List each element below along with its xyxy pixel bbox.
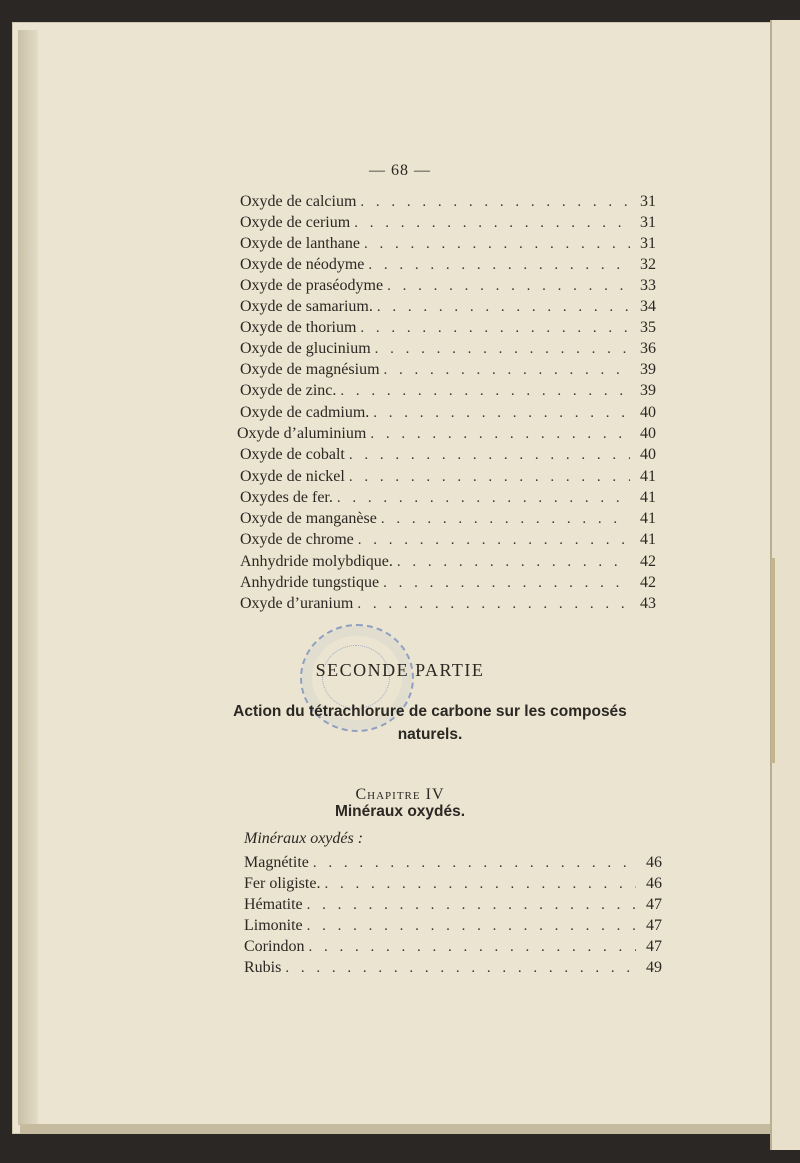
toc-page: 41 (640, 510, 656, 527)
dot-leader (307, 916, 636, 936)
dot-leader (360, 192, 630, 212)
toc-row (240, 486, 656, 508)
dot-leader (375, 339, 630, 359)
dot-leader (307, 895, 636, 915)
toc-row (240, 337, 656, 359)
toc-label: Oxyde de néodyme (240, 256, 365, 273)
chapter-label: Chapitre (355, 786, 421, 803)
toc-row (240, 358, 656, 380)
toc-row (240, 253, 656, 275)
toc-page: 31 (640, 193, 656, 210)
toc-row (240, 592, 656, 614)
toc-label: Corindon (244, 938, 305, 955)
toc-label: Oxyde de zinc. (240, 382, 337, 399)
toc-page: 40 (640, 425, 656, 442)
toc-page: 43 (640, 595, 656, 612)
toc-row (240, 443, 656, 465)
toc-page: 41 (640, 489, 656, 506)
toc-label: Hématite (244, 896, 303, 913)
toc-row (240, 190, 656, 212)
toc-page: 42 (640, 574, 656, 591)
toc-label: Anhydride tungstique (240, 574, 380, 591)
part-title: SECONDE PARTIE (315, 660, 485, 680)
toc-page: 31 (640, 235, 656, 252)
toc-row (240, 528, 656, 550)
dot-leader (324, 874, 636, 894)
toc-label: Magnétite (244, 854, 309, 871)
dot-leader (349, 467, 630, 487)
section-heading: Minéraux oxydés : (244, 830, 364, 847)
toc-label: Oxyde de glucinium (240, 340, 371, 357)
toc-page: 46 (646, 875, 662, 892)
toc-label: Oxyde de lanthane (240, 235, 360, 252)
toc-page: 41 (640, 531, 656, 548)
dot-leader (383, 573, 630, 593)
dot-leader (308, 937, 636, 957)
part-subtitle: Action du tétrachlorure de carbone sur les composés naturels. (233, 703, 627, 743)
toc-label: Oxyde de manganèse (240, 510, 377, 527)
toc-row (240, 379, 656, 401)
toc-row (244, 851, 662, 873)
toc-page: 40 (640, 404, 656, 421)
toc-page: 49 (646, 959, 662, 976)
dot-leader (373, 403, 630, 423)
toc-page: 33 (640, 277, 656, 294)
toc-row (240, 401, 656, 423)
toc-label: Rubis (244, 959, 282, 976)
toc-page: 47 (646, 938, 662, 955)
dot-leader (364, 234, 630, 254)
toc-row (240, 211, 656, 233)
toc-label: Oxyde d’uranium (240, 595, 354, 612)
toc-page: 39 (640, 382, 656, 399)
toc-row (244, 935, 662, 957)
dot-leader (313, 853, 636, 873)
toc-label: Oxyde de cerium (240, 214, 351, 231)
toc-label: Oxyde de samarium. (240, 298, 373, 315)
dot-leader (340, 381, 630, 401)
toc-row (240, 295, 656, 317)
toc-row (244, 956, 662, 978)
toc-page: 47 (646, 917, 662, 934)
dot-leader (368, 255, 630, 275)
dot-leader (285, 958, 636, 978)
page-number: — 68 — (369, 162, 431, 179)
toc-row (240, 465, 656, 487)
dot-leader (387, 276, 630, 296)
toc-page: 40 (640, 446, 656, 463)
toc-page: 39 (640, 361, 656, 378)
dot-leader (354, 213, 630, 233)
toc-page: 34 (640, 298, 656, 315)
dot-leader (377, 297, 630, 317)
toc-label: Oxyde de calcium (240, 193, 357, 210)
dot-leader (370, 424, 630, 444)
toc-row (244, 872, 662, 894)
dot-leader (349, 445, 630, 465)
toc-label: Anhydride molybdique. (240, 553, 393, 570)
toc-label: Oxyde de cadmium. (240, 404, 370, 421)
chapter-heading (355, 786, 444, 804)
toc-row (240, 274, 656, 296)
dot-leader (381, 509, 630, 529)
toc-row (240, 571, 656, 593)
toc-label: Oxyde de chrome (240, 531, 354, 548)
toc-page: 36 (640, 340, 656, 357)
toc-label: Oxyde de praséodyme (240, 277, 384, 294)
toc-row (240, 316, 656, 338)
toc-page: 31 (640, 214, 656, 231)
toc-page: 35 (640, 319, 656, 336)
dot-leader (360, 318, 630, 338)
toc-label: Oxydes de fer. (240, 489, 333, 506)
toc-label: Fer oligiste. (244, 875, 321, 892)
toc-row (244, 893, 662, 915)
toc-page: 47 (646, 896, 662, 913)
toc-label: Oxyde de nickel (240, 468, 345, 485)
toc-label: Oxyde de cobalt (240, 446, 345, 463)
toc-page: 46 (646, 854, 662, 871)
toc-page: 42 (640, 553, 656, 570)
toc-label: Oxyde de thorium (240, 319, 357, 336)
toc-label: Oxyde d’aluminium (237, 425, 367, 442)
dot-leader (337, 488, 630, 508)
toc-row (240, 232, 656, 254)
toc-page: 32 (640, 256, 656, 273)
dot-leader (397, 552, 630, 572)
dot-leader (358, 530, 630, 550)
toc-row (244, 914, 662, 936)
toc-row (240, 507, 656, 529)
toc-label: Oxyde de magnésium (240, 361, 380, 378)
dot-leader (357, 594, 630, 614)
toc-row (237, 422, 656, 444)
toc-page: 41 (640, 468, 656, 485)
dot-leader (384, 360, 630, 380)
toc-row (240, 550, 656, 572)
chapter-numeral: IV (425, 786, 445, 803)
chapter-title: Minéraux oxydés. (334, 803, 466, 820)
toc-label: Limonite (244, 917, 303, 934)
